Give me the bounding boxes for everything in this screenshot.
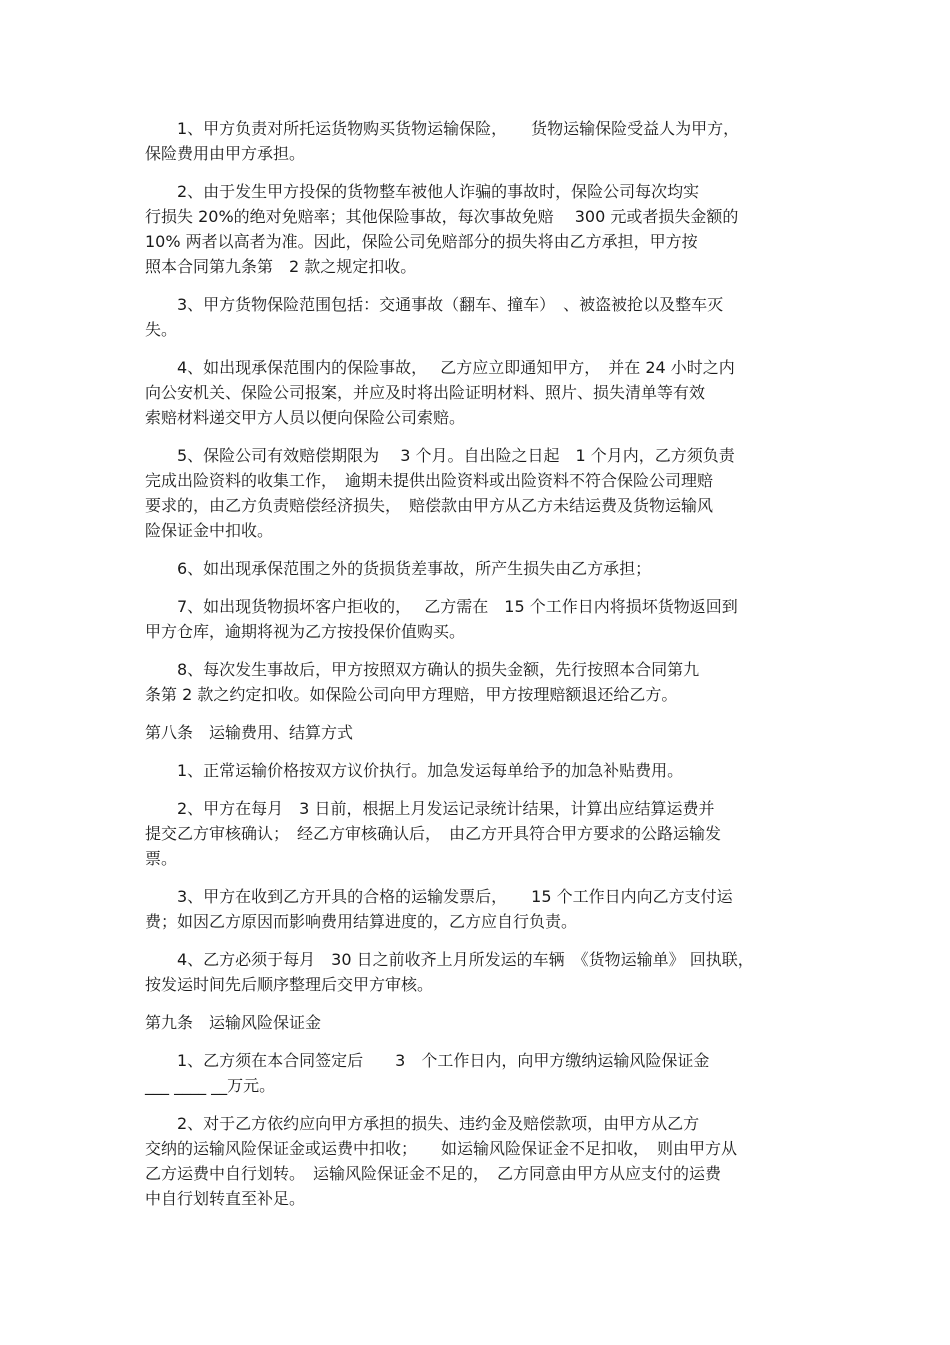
text-line: 7、如出现货物损坏客户拒收的， 乙方需在 15 个工作日内将损坏货物返回到: [177, 597, 738, 616]
clause-8-4: [145, 947, 810, 997]
clause-7-8: [145, 657, 810, 707]
text-line: 5、保险公司有效赔偿期限为 3 个月。自出险之日起 1 个月内，乙方须负责: [177, 446, 735, 465]
text-line: 3、甲方货物保险范围包括：交通事故（翻车、撞车） 、被盗被抢以及整车灭: [177, 295, 724, 314]
text-line: 完成出险资料的收集工作， 逾期未提供出险资料或出险资料不符合保险公司理赔: [145, 471, 714, 490]
text-line: 保险费用由甲方承担。: [145, 144, 306, 163]
text-line: 索赔材料递交甲方人员以便向保险公司索赔。: [145, 408, 466, 427]
clause-7-7: [145, 594, 810, 644]
text-line: 8、每次发生事故后，甲方按照双方确认的损失金额，先行按照本合同第九: [177, 660, 700, 679]
text-line: 1、甲方负责对所托运货物购买货物运输保险， 货物运输保险受益人为甲方，: [177, 119, 740, 138]
clause-7-6: [145, 556, 810, 581]
text-line: 条第 2 款之约定扣收。如保险公司向甲方理赔，甲方按理赔额退还给乙方。: [145, 685, 678, 704]
text-line: 交纳的运输风险保证金或运费中扣收； 如运输风险保证金不足扣收， 则由甲方从: [145, 1139, 738, 1158]
text-line: 1、乙方须在本合同签定后 3 个工作日内，向甲方缴纳运输风险保证金: [177, 1051, 710, 1070]
text-line: 甲方仓库，逾期将视为乙方按投保价值购买。: [145, 622, 466, 641]
text-line: 2、甲方在每月 3 日前，根据上月发运记录统计结果，计算出应结算运费并: [177, 799, 715, 818]
text-line: 中自行划转直至补足。: [145, 1189, 306, 1208]
text-line: 按发运时间先后顺序整理后交甲方审核。: [145, 975, 434, 994]
text-line: 10% 两者以高者为准。因此，保险公司免赔部分的损失将由乙方承担，甲方按: [145, 232, 698, 251]
article-9-heading: 第九条 运输风险保证金: [145, 1013, 322, 1032]
text-line: 2、对于乙方依约应向甲方承担的损失、违约金及赔偿款项，由甲方从乙方: [177, 1114, 700, 1133]
text-line: 要求的，由乙方负责赔偿经济损失， 赔偿款由甲方从乙方未结运费及货物运输风: [145, 496, 714, 515]
clause-9-2: [145, 1111, 810, 1211]
clause-8-1: [145, 758, 810, 783]
text-line: 2、由于发生甲方投保的货物整车被他人诈骗的事故时，保险公司每次均实: [177, 182, 700, 201]
text-line: 行损失 20%的绝对免赔率；其他保险事故，每次事故免赔 300 元或者损失金额的: [145, 207, 739, 226]
text-line: 照本合同第九条第 2 款之规定扣收。: [145, 257, 417, 276]
text-line: 1、正常运输价格按双方议价执行。加急发运每单给予的加急补贴费用。: [177, 761, 684, 780]
clause-7-5: [145, 443, 810, 543]
text-line: 4、乙方必须于每月 30 日之前收齐上月所发运的车辆 《货物运输单》 回执联，: [177, 950, 754, 969]
clause-7-3: [145, 292, 810, 342]
text-line: 4、如出现承保范围内的保险事故， 乙方应立即通知甲方， 并在 24 小时之内: [177, 358, 735, 377]
text-line: 向公安机关、保险公司报案，并应及时将出险证明材料、照片、损失清单等有效: [145, 383, 706, 402]
clause-8-2: [145, 796, 810, 871]
article-8: [145, 720, 810, 997]
article-8-heading: 第八条 运输费用、结算方式: [145, 723, 354, 742]
clause-9-1: [145, 1048, 810, 1098]
text-line: 乙方运费中自行划转。 运输风险保证金不足的， 乙方同意由甲方从应支付的运费: [145, 1164, 722, 1183]
section7-clauses: [145, 116, 810, 707]
clause-8-3: [145, 884, 810, 934]
clause-7-2: [145, 179, 810, 279]
text-line: 票。: [145, 849, 178, 868]
text-line: 费；如因乙方原因而影响费用结算进度的，乙方应自行负责。: [145, 912, 578, 931]
text-line: 3、甲方在收到乙方开具的合格的运输发票后， 15 个工作日内向乙方支付运: [177, 887, 733, 906]
text-line: 提交乙方审核确认； 经乙方审核确认后， 由乙方开具符合甲方要求的公路运输发: [145, 824, 722, 843]
clause-7-4: [145, 355, 810, 430]
text-line: ___ ____ __万元。: [145, 1076, 276, 1095]
article-9: [145, 1010, 810, 1211]
clause-7-1: [145, 116, 810, 166]
text-line: 失。: [145, 320, 178, 339]
text-line: 6、如出现承保范围之外的货损货差事故，所产生损失由乙方承担；: [177, 559, 652, 578]
text-line: 险保证金中扣收。: [145, 521, 274, 540]
